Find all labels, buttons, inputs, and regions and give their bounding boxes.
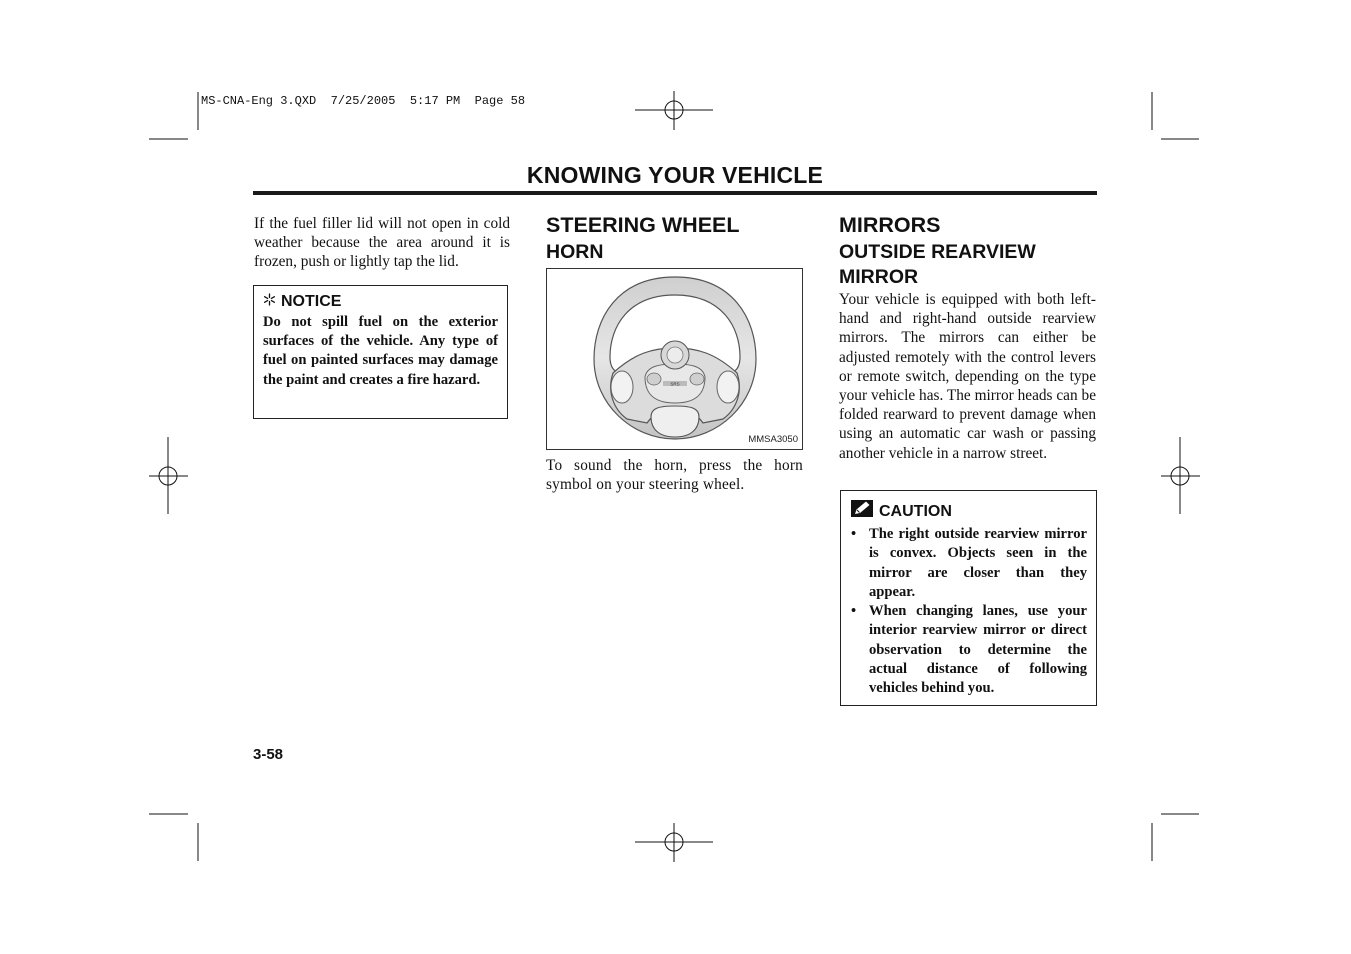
header-rule <box>253 191 1097 195</box>
notice-label: NOTICE <box>281 293 342 310</box>
steering-wheel-figure <box>546 268 803 450</box>
steering-wheel-heading: STEERING WHEEL <box>546 213 740 237</box>
caution-item: • When changing lanes, use your interior rearview mirror or direct observation to determine the actual distance of following vehicles behind you. <box>851 602 1087 698</box>
outside-mirror-subheading-line1: OUTSIDE REARVIEW <box>839 241 1036 263</box>
mirrors-heading: MIRRORS <box>839 213 941 237</box>
outside-mirror-subheading-line2: MIRROR <box>839 266 919 288</box>
horn-subheading: HORN <box>546 241 604 263</box>
caution-list <box>851 525 1087 699</box>
caution-pencil-icon <box>851 500 875 524</box>
caution-item: • The right outside rearview mirror is convex. Objects seen in the mirror are closer than they appear. <box>851 525 1087 602</box>
notice-box <box>253 285 508 419</box>
registration-mark-bottom <box>635 823 715 863</box>
registration-mark-right <box>1161 437 1201 515</box>
asterisk-icon <box>263 292 276 312</box>
horn-paragraph: To sound the horn, press the horn symbol on your steering wheel. <box>546 457 803 494</box>
mirrors-paragraph: Your vehicle is equipped with both left-hand and right-hand outside rearview mirrors. The mirrors can either be adjusted remotely with the control levers or remote switch, depending on the type your vehicle has. The mirror heads can be folded rearward to prevent damage when using an automatic car wash or passing another vehicle in a narrow street. <box>839 291 1096 462</box>
srs-badge: SRS <box>670 381 680 387</box>
caution-box <box>840 490 1097 706</box>
steering-wheel-illustration <box>547 269 802 449</box>
section-title: KNOWING YOUR VEHICLE <box>526 162 824 188</box>
notice-text: Do not spill fuel on the exterior surfaces of the vehicle. Any type of fuel on painted surfaces may damage the paint and creates a fire hazard. <box>263 314 498 388</box>
figure-code: MMSA3050 <box>748 434 798 445</box>
registration-mark-left <box>149 437 189 515</box>
slug-line: MS-CNA-Eng 3.QXD 7/25/2005 5:17 PM Page 58 <box>201 94 526 108</box>
page-number: 3-58 <box>253 746 284 763</box>
registration-mark-top <box>635 91 715 131</box>
fuel-lid-paragraph: If the fuel filler lid will not open in cold weather because the area around it is frozen, push or lightly tap the lid. <box>254 215 510 271</box>
caution-label: CAUTION <box>879 503 952 520</box>
